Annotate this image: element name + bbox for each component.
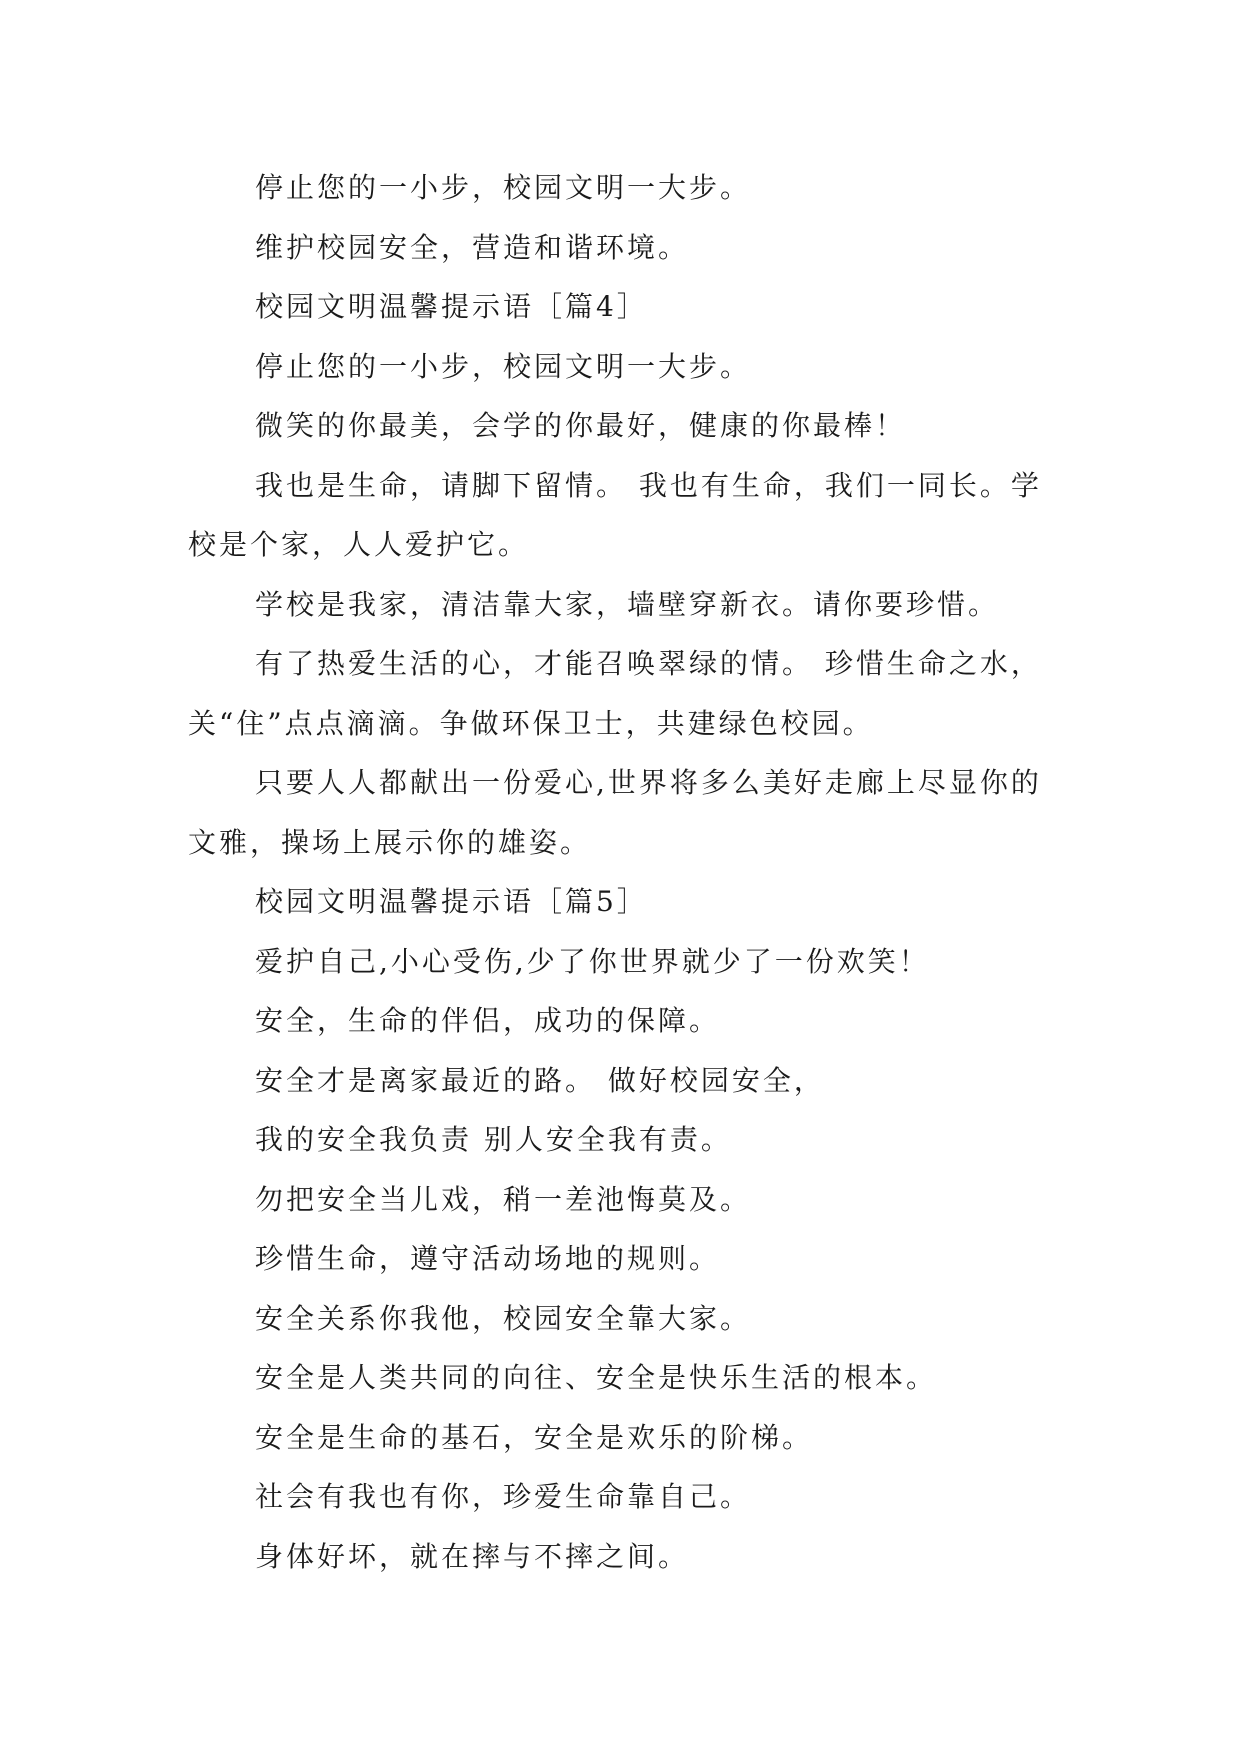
paragraph: 勿把安全当儿戏，稍一差池悔莫及。 <box>255 1182 752 1216</box>
paragraph: 安全关系你我他，校园安全靠大家。 <box>255 1301 752 1335</box>
paragraph: 安全是人类共同的向往、安全是快乐生活的根本。 <box>255 1361 938 1394</box>
paragraph: 爱护自己,小心受伤,少了你世界就少了一份欢笑！ <box>255 944 930 978</box>
paragraph: 安全是生命的基石，安全是欢乐的阶梯。 <box>255 1420 814 1454</box>
paragraph: 微笑的你最美，会学的你最好，健康的你最棒！ <box>255 409 907 442</box>
section-heading: 校园文明温馨提示语［篇5］ <box>255 885 648 918</box>
paragraph: 维护校园安全，营造和谐环境。 <box>255 230 690 264</box>
paragraph: 珍惜生命，遵守活动场地的规则。 <box>255 1242 721 1275</box>
paragraph: 我也是生命，请脚下留情。 我也有生命，我们一同长。学校是个家，人人爱护它。 <box>188 468 1042 561</box>
paragraph: 社会有我也有你，珍爱生命靠自己。 <box>255 1480 752 1513</box>
paragraph: 学校是我家，清洁靠大家，墙壁穿新衣。请你要珍惜。 <box>255 587 1000 621</box>
paragraph: 有了热爱生活的心，才能召唤翠绿的情。 珍惜生命之水，关“住”点点滴滴。争做环保卫士，共建绿色校园。 <box>188 647 1042 740</box>
section-heading: 校园文明温馨提示语［篇4］ <box>255 290 648 323</box>
paragraph: 身体好坏，就在摔与不摔之间。 <box>255 1539 690 1573</box>
document-body <box>188 158 1068 1586</box>
paragraph: 停止您的一小步，校园文明一大步。 <box>255 171 752 204</box>
paragraph: 我的安全我负责 别人安全我有责。 <box>255 1123 732 1156</box>
paragraph: 只要人人都献出一份爱心,世界将多么美好走廊上尽显你的文雅，操场上展示你的雄姿。 <box>188 766 1042 859</box>
paragraph: 停止您的一小步，校园文明一大步。 <box>255 349 752 383</box>
paragraph: 安全，生命的伴侣，成功的保障。 <box>255 1004 721 1037</box>
paragraph: 安全才是离家最近的路。 做好校园安全， <box>255 1063 825 1097</box>
